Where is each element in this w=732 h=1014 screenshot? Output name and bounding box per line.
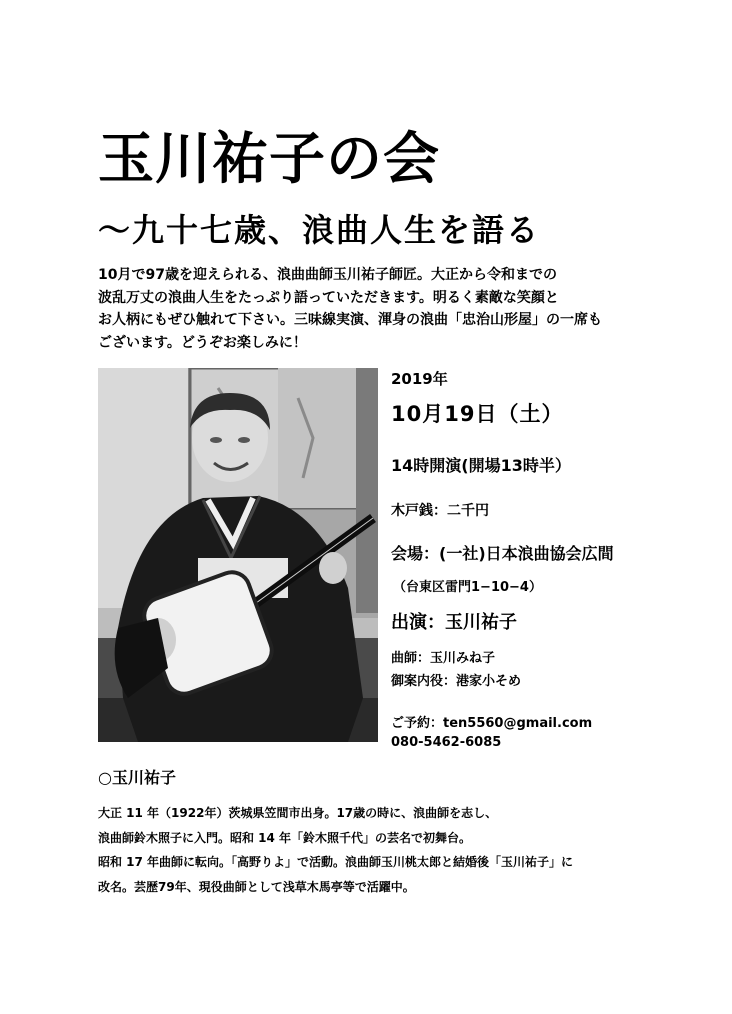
bio-paragraph bbox=[98, 801, 573, 899]
event-date: 10月19日（土） bbox=[391, 402, 564, 426]
performer-photo bbox=[98, 368, 378, 742]
event-year: 2019年 bbox=[391, 370, 448, 388]
intro-line: お人柄にもぜひ触れて下さい。三味線実演、渾身の浪曲「忠治山形屋」の一席も bbox=[98, 312, 602, 328]
admission-fee: 木戸銭：二千円 bbox=[391, 503, 489, 519]
bio-line: 浪曲師鈴木照子に入門。昭和 14 年「鈴木照千代」の芸名で初舞台。 bbox=[98, 830, 472, 845]
bio-line: 大正 11 年（1922年）茨城県笠間市出身。17歳の時に、浪曲師を志し、 bbox=[98, 806, 498, 820]
venue: 会場：(一社)日本浪曲協会広間 bbox=[391, 544, 614, 563]
performer: 出演：玉川祐子 bbox=[391, 612, 517, 633]
intro-line: 波乱万丈の浪曲人生をたっぷり語っていただきます。明るく素敵な笑顔と bbox=[98, 289, 559, 306]
bio-line: 昭和 17 年曲師に転向。「高野りよ」で活動。浪曲師玉川桃太郎と結婚後「玉川祐子」に bbox=[98, 855, 574, 869]
intro-line: ございます。どうぞお楽しみに！ bbox=[98, 334, 307, 351]
intro-paragraph bbox=[98, 264, 602, 354]
reservation-phone: 080-5462-6085 bbox=[391, 735, 502, 750]
shamisen-player: 曲師：玉川みね子 bbox=[391, 651, 496, 666]
reservation-email: ご予約：ten5560@gmail.com bbox=[391, 716, 593, 731]
bio-line: 改名。芸歴79年、現役曲師として浅草木馬亭等で活躍中。 bbox=[98, 879, 415, 894]
guide: 御案内役：港家小そめ bbox=[391, 674, 522, 689]
page-subtitle: 〜九十七歳、浪曲人生を語る bbox=[98, 211, 541, 249]
intro-line: 10月で97歳を迎えられる、浪曲曲師玉川祐子師匠。大正から令和までの bbox=[98, 267, 557, 283]
bio-heading: ○玉川祐子 bbox=[98, 768, 176, 787]
venue-address: （台東区雷門1−10−4） bbox=[393, 580, 542, 595]
page-title: 玉川祐子の会 bbox=[98, 127, 440, 192]
event-time: 14時開演(開場13時半） bbox=[391, 456, 571, 475]
